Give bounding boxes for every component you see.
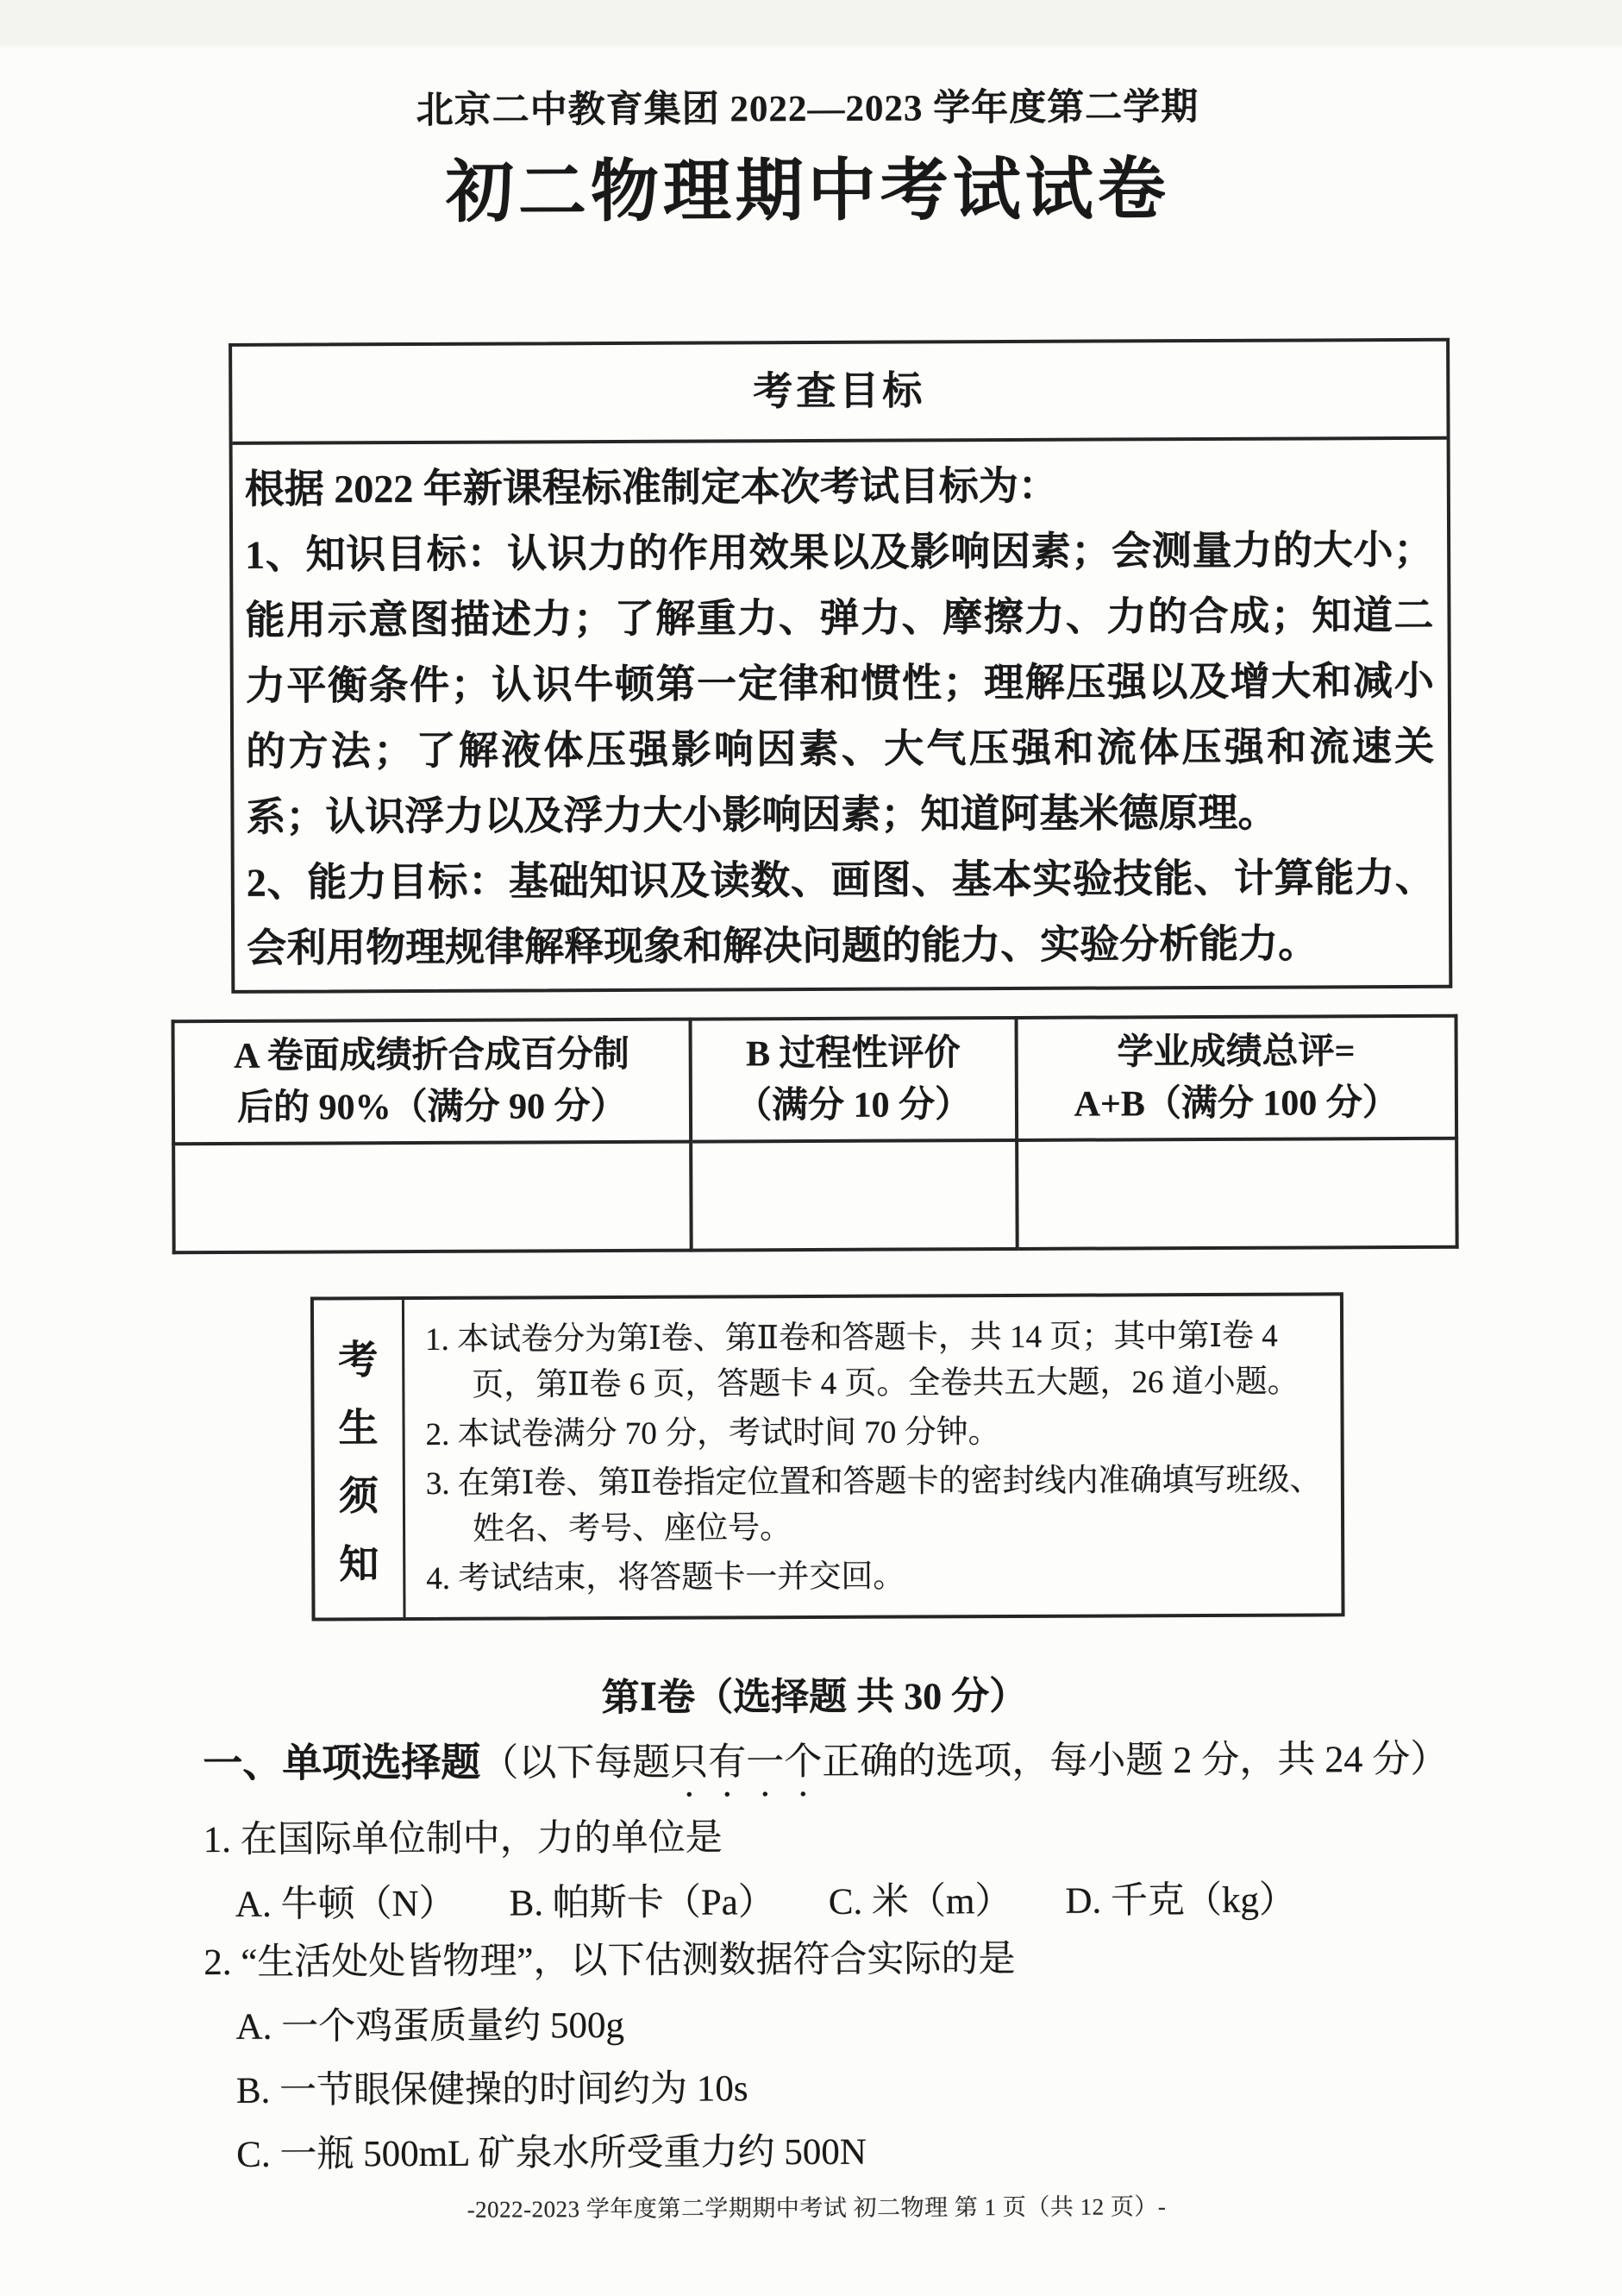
notice-label-char-1: 考 [338, 1337, 379, 1382]
objectives-paragraph-knowledge: 1、知识目标：认识力的作用效果以及影响因素；会测量力的大小；能用示意图描述力；了解重力、弹力、摩擦力、力的合成；知道二力平衡条件；认识牛顿第一定律和惯性；理解压强以及增大和减小的方法；了解液体压强影响因素、大气压强和流体压强和流速关系；认识浮力以及浮力大小影响因素；知道阿基米德原理。 [245, 527, 1435, 839]
score-col-total-header [1016, 1016, 1456, 1140]
part1-title: 第Ⅰ卷（选择题 共 30 分） [601, 1674, 1028, 1720]
score-col-a-header [173, 1019, 691, 1145]
score-summary-table [172, 1014, 1459, 1255]
score-col-b-header [690, 1018, 1017, 1142]
notice-item-2: 2. 本试卷满分 70 分，考试时间 70 分钟。 [425, 1415, 1000, 1452]
question-1-option-c: C. 米（m） [828, 1880, 1012, 1923]
score-cell-b-blank [691, 1140, 1017, 1251]
notice-label-char-4: 知 [339, 1541, 379, 1586]
score-col-a-line1: A 卷面成绩折合成百分制 [234, 1034, 629, 1076]
question-2-option-a: A. 一个鸡蛋质量约 500g [235, 2004, 625, 2048]
examinee-notice-vertical-label [314, 1300, 406, 1617]
question-1-option-d: D. 千克（kg） [1065, 1879, 1297, 1922]
score-cell-a-blank [173, 1142, 691, 1253]
mcq-heading-pre: （以下每题 [480, 1741, 671, 1785]
question-2-text: 2. “生活处处皆物理”，以下估测数据符合实际的是 [204, 1938, 1016, 1984]
score-cell-total-blank [1017, 1139, 1457, 1249]
question-2-option-c: C. 一瓶 500mL 矿泉水所受重力约 500N [236, 2131, 867, 2175]
exam-title: 初二物理期中考试试卷 [445, 153, 1171, 231]
objectives-intro: 根据 2022 年新课程标准制定本次考试目标为： [244, 463, 1058, 511]
question-1-option-a: A. 牛顿（N） [235, 1883, 456, 1925]
objectives-box-body [233, 440, 1450, 990]
exam-objectives-box [229, 338, 1452, 994]
score-table-header-row [173, 1016, 1457, 1144]
notice-label-char-3: 须 [338, 1473, 379, 1518]
score-table-blank-row [173, 1139, 1457, 1252]
score-col-b-line1: B 过程性评价 [745, 1033, 961, 1075]
score-col-total-line1: 学业成绩总评= [1117, 1032, 1356, 1073]
examinee-notice-items [404, 1295, 1342, 1617]
question-2-option-b: B. 一节眼保健操的时间约为 10s [235, 2068, 748, 2111]
notice-item-4: 4. 考试结束，将答题卡一并交回。 [426, 1559, 905, 1597]
score-col-total-line2: A+B（满分 100 分） [1074, 1083, 1399, 1125]
page-footer: -2022-2023 学年度第二学期期中考试 初二物理 第 1 页（共 12 页）- [467, 2193, 1167, 2223]
mcq-heading-emphasis: 只有一个 [670, 1740, 823, 1784]
question-1-text: 1. 在国际单位制中，力的单位是 [203, 1817, 723, 1861]
notice-item-1: 1. 本试卷分为第Ⅰ卷、第Ⅱ卷和答题卡，共 14 页；其中第Ⅰ卷 4 页，第Ⅱ卷 6 页，答题卡 4 页。全卷共五大题，26 道小题。 [425, 1318, 1299, 1403]
mcq-heading-post: 正确的选项，每小题 2 分，共 24 分） [822, 1737, 1449, 1783]
examinee-notice-box [310, 1292, 1345, 1621]
score-col-a-line2: 后的 90%（满分 90 分） [236, 1086, 627, 1128]
question-1-option-b: B. 帕斯卡（Pa） [509, 1882, 775, 1924]
notice-item-3: 3. 在第Ⅰ卷、第Ⅱ卷指定位置和答题卡的密封线内准确填写班级、姓名、考号、座位号。 [425, 1462, 1322, 1547]
question-1-options-row [235, 1875, 1622, 1929]
objectives-box-title: 考查目标 [232, 342, 1446, 445]
mcq-heading-bold: 一、单项选择题 [203, 1740, 481, 1786]
school-term-line: 北京二中教育集团 2022—2023 学年度第二学期 [416, 87, 1199, 131]
score-col-b-line2: （满分 10 分） [735, 1085, 972, 1126]
objectives-paragraph-ability: 2、能力目标：基础知识及读数、画图、基本实验技能、计算能力、会利用物理规律解释现象和解决问题的能力、实验分析能力。 [246, 855, 1435, 970]
mcq-section-heading [203, 1729, 1622, 1807]
notice-label-char-2: 生 [338, 1405, 379, 1450]
